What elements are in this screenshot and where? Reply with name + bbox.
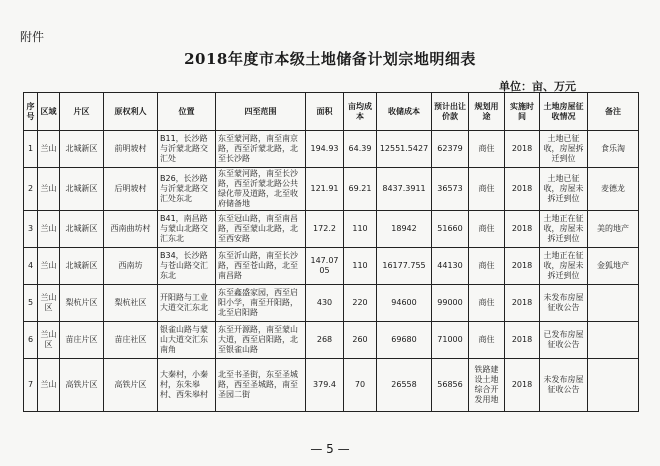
table-cell: 194.93 bbox=[306, 131, 344, 168]
table-cell: 土地正在征收，房屋未拆迁到位 bbox=[540, 211, 588, 248]
table-cell: 土地已征收，房屋拆迁到位 bbox=[540, 131, 588, 168]
table-cell: 64.39 bbox=[344, 131, 377, 168]
table-cell: B26，长沙路与沂蒙北路交汇处东北 bbox=[158, 168, 216, 211]
header-cell: 预计出让价款 bbox=[432, 93, 469, 131]
table-cell: 东至蒙河路，南至长沙路，西至沂蒙北路公共绿化带及道路，北至收府储备地 bbox=[216, 168, 306, 211]
table-cell: 3 bbox=[24, 211, 38, 248]
table-cell: 94600 bbox=[377, 285, 432, 322]
table-cell: 北城新区 bbox=[60, 211, 104, 248]
header-cell: 原权利人 bbox=[104, 93, 158, 131]
table-cell: 银雀山路与蒙山大道交汇东南角 bbox=[158, 322, 216, 359]
table-row bbox=[24, 322, 639, 359]
table-cell: 商住 bbox=[469, 211, 505, 248]
table-cell: 北城新区 bbox=[60, 168, 104, 211]
table-cell: 西南坊 bbox=[104, 248, 158, 285]
table-cell: 土地正在征收，房屋未拆迁到位 bbox=[540, 248, 588, 285]
table-cell: 121.91 bbox=[306, 168, 344, 211]
table-cell: 16177.755 bbox=[377, 248, 432, 285]
table-cell: 土地已征收，房屋未拆迁到位 bbox=[540, 168, 588, 211]
table-cell: 430 bbox=[306, 285, 344, 322]
header-cell: 四至范围 bbox=[216, 93, 306, 131]
header-cell: 片区 bbox=[60, 93, 104, 131]
table-cell: 110 bbox=[344, 248, 377, 285]
table-cell: 70 bbox=[344, 359, 377, 412]
table-cell: B34，长沙路与苍山路交汇东北 bbox=[158, 248, 216, 285]
table-cell: 兰山 bbox=[38, 168, 60, 211]
table-cell: 268 bbox=[306, 322, 344, 359]
table-cell: 51660 bbox=[432, 211, 469, 248]
table-cell: 2018 bbox=[505, 359, 540, 412]
header-cell: 备注 bbox=[588, 93, 639, 131]
table-cell: 东至开源路，南至蒙山大道，西至启阳路，北至银雀山路 bbox=[216, 322, 306, 359]
table-cell: 未发布房屋征收公告 bbox=[540, 285, 588, 322]
header-cell: 位置 bbox=[158, 93, 216, 131]
table-cell: 兰山 bbox=[38, 211, 60, 248]
table-row bbox=[24, 359, 639, 412]
land-reserve-table bbox=[23, 92, 639, 412]
table-cell: 36573 bbox=[432, 168, 469, 211]
table-cell: B41，南昌路与蒙山北路交汇东北 bbox=[158, 211, 216, 248]
table-cell: 兰山 bbox=[38, 359, 60, 412]
table-cell bbox=[588, 322, 639, 359]
table-cell: 110 bbox=[344, 211, 377, 248]
table-cell: 西南曲坊村 bbox=[104, 211, 158, 248]
table-cell: 铁路建设土地综合开发用地 bbox=[469, 359, 505, 412]
table-cell: 梨杭社区 bbox=[104, 285, 158, 322]
table-cell: 高铁片区 bbox=[60, 359, 104, 412]
table-cell: 苗庄片区 bbox=[60, 322, 104, 359]
table-cell: 2018 bbox=[505, 211, 540, 248]
table-cell: 北至书圣街，东至圣城路，西至圣城路，南至圣园二街 bbox=[216, 359, 306, 412]
table-cell: 未发布房屋征收公告 bbox=[540, 359, 588, 412]
table-cell: 69.21 bbox=[344, 168, 377, 211]
table-cell: 兰山 bbox=[38, 131, 60, 168]
table-cell: 商住 bbox=[469, 168, 505, 211]
table-row bbox=[24, 248, 639, 285]
table-cell: 26558 bbox=[377, 359, 432, 412]
table-header-row bbox=[24, 93, 639, 131]
table-cell: 7 bbox=[24, 359, 38, 412]
table-cell: 高铁片区 bbox=[104, 359, 158, 412]
table-cell: 71000 bbox=[432, 322, 469, 359]
table-cell: 5 bbox=[24, 285, 38, 322]
table-cell: 商住 bbox=[469, 131, 505, 168]
table-cell: 商住 bbox=[469, 322, 505, 359]
table-cell: 260 bbox=[344, 322, 377, 359]
table-cell: 东至冠山路，南至南昌路，西至蒙山北路，北至西安路 bbox=[216, 211, 306, 248]
table-cell: 兰山区 bbox=[38, 322, 60, 359]
table-cell: 苗庄社区 bbox=[104, 322, 158, 359]
header-cell: 面积 bbox=[306, 93, 344, 131]
table-cell: 东至蒙河路，南至南京路，西至沂蒙北路，北至长沙路 bbox=[216, 131, 306, 168]
table-cell: 北城新区 bbox=[60, 131, 104, 168]
table-body bbox=[24, 131, 639, 412]
table-cell: 美的地产 bbox=[588, 211, 639, 248]
table-row bbox=[24, 211, 639, 248]
table-cell: 后明坡村 bbox=[104, 168, 158, 211]
unit-label: 单位：亩、万元 bbox=[499, 80, 576, 93]
table-cell: 食乐淘 bbox=[588, 131, 639, 168]
table-cell: 6 bbox=[24, 322, 38, 359]
table-cell: 379.4 bbox=[306, 359, 344, 412]
table-cell: 62379 bbox=[432, 131, 469, 168]
table-cell: 东至鑫盛家园，西至启阳小学，南至开阳路，北至启阳路 bbox=[216, 285, 306, 322]
attachment-label: 附件 bbox=[20, 30, 45, 44]
table-row bbox=[24, 168, 639, 211]
table-cell: B11，长沙路与沂蒙北路交汇处 bbox=[158, 131, 216, 168]
header-cell: 序号 bbox=[24, 93, 38, 131]
table-row bbox=[24, 285, 639, 322]
table-cell: 147.0705 bbox=[306, 248, 344, 285]
table-cell: 北城新区 bbox=[60, 248, 104, 285]
table-cell: 172.2 bbox=[306, 211, 344, 248]
table-row bbox=[24, 131, 639, 168]
table-cell: 44130 bbox=[432, 248, 469, 285]
table-cell: 梨杭片区 bbox=[60, 285, 104, 322]
table-cell: 220 bbox=[344, 285, 377, 322]
table-cell bbox=[588, 285, 639, 322]
table-cell: 2018 bbox=[505, 285, 540, 322]
table-cell: 99000 bbox=[432, 285, 469, 322]
table-cell: 开阳路与工业大道交汇东北 bbox=[158, 285, 216, 322]
table-cell: 18942 bbox=[377, 211, 432, 248]
header-cell: 土地房屋征收情况 bbox=[540, 93, 588, 131]
table-cell: 4 bbox=[24, 248, 38, 285]
header-cell: 亩均成本 bbox=[344, 93, 377, 131]
table-cell: 金狐地产 bbox=[588, 248, 639, 285]
header-cell: 区域 bbox=[38, 93, 60, 131]
header-cell: 收储成本 bbox=[377, 93, 432, 131]
table-cell: 8437.3911 bbox=[377, 168, 432, 211]
table-cell: 已发布房屋征收公告 bbox=[540, 322, 588, 359]
table-cell: 2 bbox=[24, 168, 38, 211]
table-cell: 大秦村，小秦村，东朱皋村、西朱皋村 bbox=[158, 359, 216, 412]
table-cell: 56856 bbox=[432, 359, 469, 412]
page-title: 2018年度市本级土地储备计划宗地明细表 bbox=[184, 50, 476, 68]
table-cell: 东至沂山路，南至长沙路，西至苍山路，北至南昌路 bbox=[216, 248, 306, 285]
table-cell: 2018 bbox=[505, 168, 540, 211]
header-cell: 实施时间 bbox=[505, 93, 540, 131]
page-number: — 5 — bbox=[310, 442, 350, 456]
table-cell: 兰山 bbox=[38, 248, 60, 285]
table-cell: 2018 bbox=[505, 248, 540, 285]
table-cell bbox=[588, 359, 639, 412]
table-cell: 商住 bbox=[469, 285, 505, 322]
table-cell: 商住 bbox=[469, 248, 505, 285]
header-cell: 规划用途 bbox=[469, 93, 505, 131]
table-cell: 麦德龙 bbox=[588, 168, 639, 211]
table-cell: 12551.5427 bbox=[377, 131, 432, 168]
table-cell: 兰山区 bbox=[38, 285, 60, 322]
table-cell: 2018 bbox=[505, 322, 540, 359]
table-cell: 69680 bbox=[377, 322, 432, 359]
table-cell: 前明坡村 bbox=[104, 131, 158, 168]
table-cell: 2018 bbox=[505, 131, 540, 168]
table-cell: 1 bbox=[24, 131, 38, 168]
